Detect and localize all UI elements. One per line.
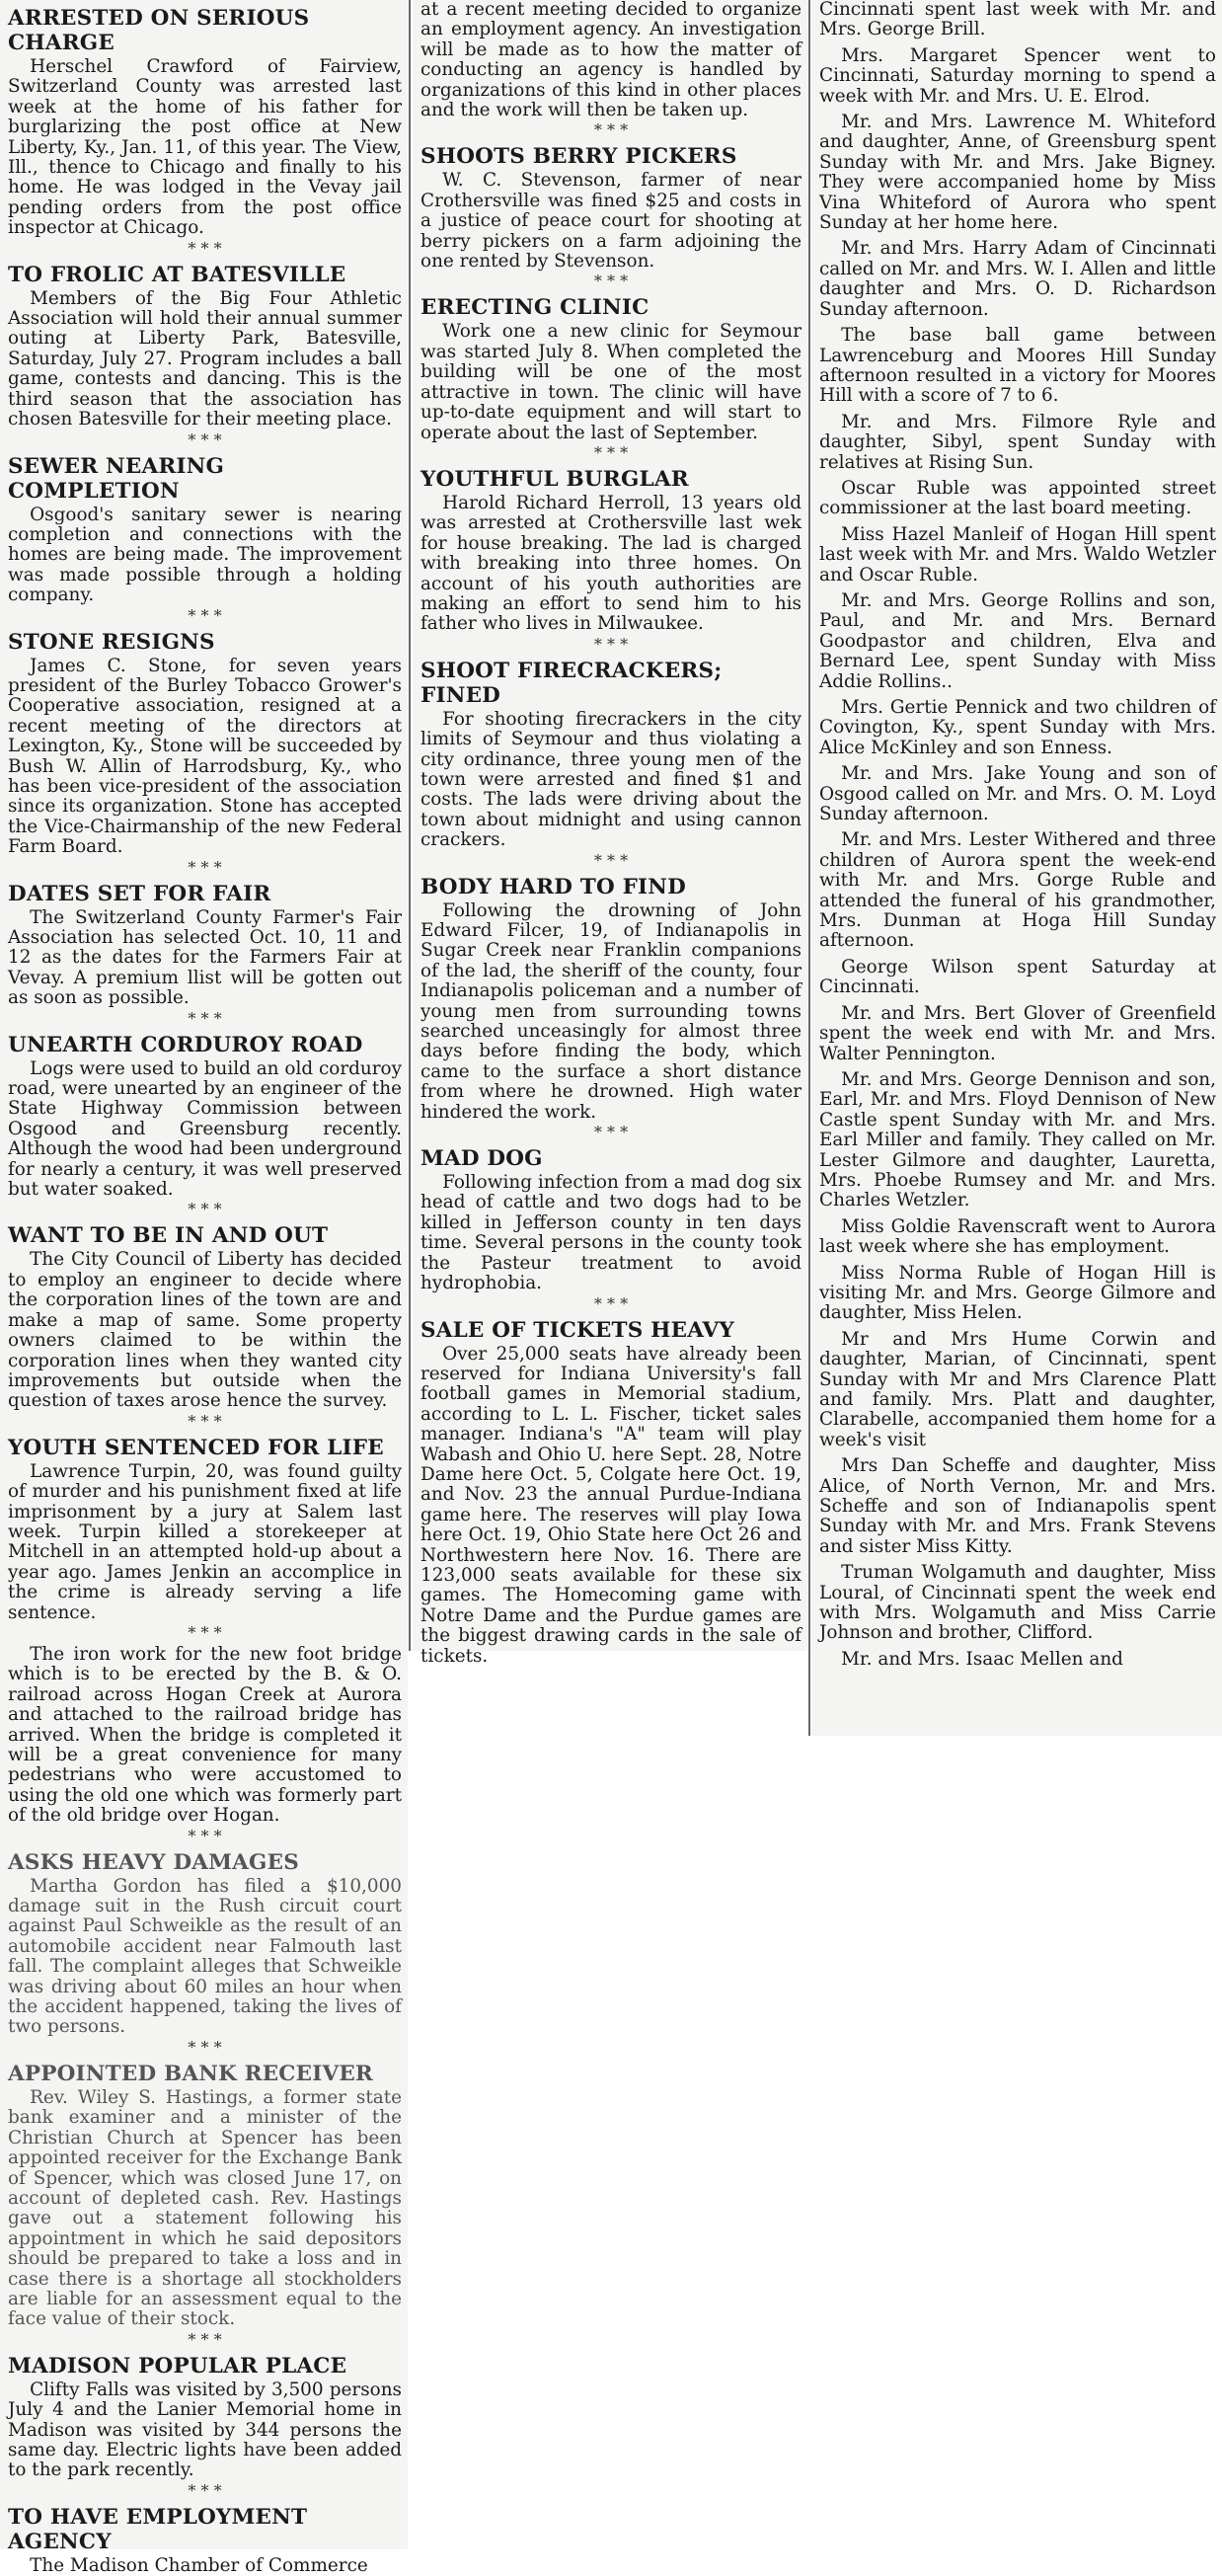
article-paragraph: Lawrence Turpin, 20, was found guilty of murder and his punishment fixed at life imprisonment by a jury at Salem last week. Turpin killed a storekeeper at Mitchell in an attempted hold-up about a year ago. James Jenkin an accomplice in the crime is already serving a life sentence.	[8, 1460, 402, 1623]
separator-stars: * * *	[593, 850, 629, 870]
separator-stars: * * *	[188, 605, 222, 625]
separator-stars: * * *	[188, 1411, 222, 1431]
article-headline: APPOINTED BANK RECEIVER	[8, 2061, 373, 2086]
article-headline: ERECTING CLINIC	[420, 295, 649, 321]
article-paragraph: Osgood's sanitary sewer is nearing completion and connections with the homes are being made. The improvement was made possible through a holding company.	[8, 504, 402, 606]
article-paragraph: Martha Gordon has filed a $10,000 damage suit in the Rush circuit court against Paul Schweikle as the result of an automobile accident near Falmouth last fall. The complaint alleges that Schweikle was driving about 60 miles an hour when the accident happened, taking the lives of two persons.	[8, 1875, 402, 2038]
separator-stars: * * *	[593, 272, 629, 291]
local-note: Mr. and Mrs. Isaac Mellen and	[841, 1648, 1123, 1670]
separator-stars: * * *	[188, 1826, 222, 1845]
local-note: Mr and Mrs Hume Corwin and daughter, Marian, of Cincinnati, spent Sunday with Mr and Mrs Clarence Platt and family. Mrs. Platt and daughter, Clarabelle, accompanied them home for a week's visit	[819, 1328, 1216, 1450]
article-headline: SEWER NEARING COMPLETION	[8, 453, 225, 504]
article-headline: MAD DOG	[420, 1146, 543, 1172]
article-headline: SHOOTS BERRY PICKERS	[420, 144, 737, 170]
article	[0, 454, 408, 624]
article-paragraph: The iron work for the new foot bridge which is to be erected by the B. & O. railroad across Hogan Creek at Aurora and attached to the railroad bridge has arrived. When the bridge is completed it will be a great convenience for many pedestrians who were accustomed to using the old one which was formerly part of the old bridge over Hogan.	[8, 1643, 402, 1827]
separator-stars: * * *	[188, 429, 222, 449]
article-headline: MADISON POPULAR PLACE	[8, 2353, 347, 2379]
article	[0, 1223, 408, 1429]
column-3	[811, 0, 1222, 1736]
local-note: Mr. and Mrs. Lester Withered and three children of Aurora spent the week-end with Mr. and Mrs. Gorge Ruble and attended the funeral of his grandmother, Mrs. Dunman at Hoga Hill Sunday afternoon.	[819, 829, 1216, 952]
local-note: Mr. and Mrs. Lawrence M. Whiteford and daughter, Anne, of Greensburg spent Sunday with Mr. and Mrs. Jake Bigney. They were accompanied home by Miss Vina Whiteford of Aurora who spent Sunday at her home here.	[819, 112, 1216, 234]
column-2	[413, 0, 807, 1667]
article-paragraph: W. C. Stevenson, farmer of near Crothersville was fined $25 and costs in a justice of peace court for shooting at berry pickers on a farm adjoining the one rented by Stevenson.	[420, 170, 802, 273]
column-rule-1	[409, 0, 411, 1651]
article	[0, 1850, 408, 2056]
article-paragraph: The Switzerland County Farmer's Fair Association has selected Oct. 10, 11 and 12 as the dates for the Farmers Fair at Vevay. A premium llist will be gotten out as soon as possible.	[8, 906, 402, 1009]
article	[0, 2354, 408, 2499]
local-note: George Wilson spent Saturday at Cincinnati.	[819, 956, 1216, 998]
local-note: Mr. and Mrs. Jake Young and son of Osgood called on Mr. and Mrs. O. M. Loyd Sunday afternoon.	[819, 763, 1216, 825]
article-headline: BODY HARD TO FIND	[420, 874, 687, 899]
article	[0, 1436, 408, 1641]
separator-stars: * * *	[188, 2480, 222, 2500]
article-headline: STONE RESIGNS	[8, 629, 215, 655]
column-1	[0, 0, 408, 2576]
separator-stars: * * *	[188, 2329, 222, 2349]
local-note: Mr. and Mrs. Filmore Ryle and daughter, Sibyl, spent Sunday with relatives at Rising Sun.	[819, 411, 1216, 473]
local-note: Mrs. Margaret Spencer went to Cincinnati, Saturday morning to spend a week with Mr. and Mrs. U. E. Elrod.	[819, 44, 1216, 107]
article-headline: DATES SET FOR FAIR	[8, 881, 271, 906]
local-note: The base ball game between Lawrenceburg and Moores Hill Sunday afternoon resulted in a victory for Moores Hill with a score of 7 to 6.	[819, 325, 1216, 407]
article-headline: TO FROLIC AT BATESVILLE	[8, 262, 346, 287]
local-note: Miss Hazel Manleif of Hogan Hill spent last week with Mr. and Mrs. Waldo Wetzler and Oscar Ruble.	[819, 523, 1216, 585]
article-paragraph: The Madison Chamber of Commerce	[30, 2554, 368, 2576]
article-headline: TO HAVE EMPLOYMENT AGENCY	[8, 2504, 308, 2554]
local-note: Miss Norma Ruble of Hogan Hill is visiting Mr. and Mrs. George Gilmore and daughter, Miss Helen.	[819, 1262, 1216, 1324]
article	[0, 2505, 408, 2576]
article	[413, 0, 807, 138]
local-note: Mr. and Mrs. George Dennison and son, Earl, Mr. and Mrs. Floyd Dennison of New Castle spent Sunday with Mr. and Mrs. Earl Miller and family. They called on Mr. Lester Gilmore and daughter, Lauretta, Mrs. Phoebe Rumsey and Mr. and Mrs. Charles Wetzler.	[819, 1068, 1216, 1211]
article-headline: YOUTH SENTENCED FOR LIFE	[8, 1435, 384, 1460]
separator-stars: * * *	[188, 2037, 222, 2057]
article-paragraph: Clifty Falls was visited by 3,500 persons July 4 and the Lanier Memorial home in Madison was visited by 344 persons the same day. Electric lights have been added to the park recently.	[8, 2379, 402, 2481]
column-rule-2	[808, 0, 810, 1736]
separator-stars: * * *	[593, 442, 629, 462]
article-headline: YOUTHFUL BURGLAR	[420, 466, 689, 492]
article-headline: WANT TO BE IN AND OUT	[8, 1223, 329, 1249]
article	[413, 875, 807, 1140]
article	[0, 6, 408, 257]
separator-stars: * * *	[593, 634, 629, 654]
article	[413, 295, 807, 460]
local-note: Mr. and Mrs. George Rollins and son, Paul, and Mr. and Mrs. Bernard Goodpastor and children, Elva and Bernard Lee, spent Sunday with Miss Addie Rollins..	[819, 589, 1216, 692]
article	[0, 1033, 408, 1218]
article	[0, 630, 408, 876]
article	[0, 882, 408, 1027]
separator-stars: * * *	[188, 1008, 222, 1028]
local-note: Mr. and Mrs. Harry Adam of Cincinnati called on Mr. and Mrs. W. I. Allen and little daughter and Mrs. O. D. Richardson Sunday afternoon.	[819, 238, 1216, 320]
local-notes	[811, 0, 1222, 1670]
separator-stars: * * *	[188, 857, 222, 877]
article	[413, 1146, 807, 1311]
article	[413, 144, 807, 289]
article	[0, 1645, 408, 1844]
article-headline: SALE OF TICKETS HEAVY	[420, 1317, 734, 1343]
article	[0, 263, 408, 448]
separator-stars: * * *	[593, 120, 629, 140]
article-paragraph: James C. Stone, for seven years president of the Burley Tobacco Grower's Cooperative association, resigned at a recent meeting of the directors at Lexington, Ky., Stone will be succeeded by Bush W. Allin of Harrodsburg, Ky., who has been vice-president of the association since its organization. Stone has accepted the Vice-Chairmanship of the new Federal Farm Board.	[8, 655, 402, 858]
article-paragraph: Logs were used to build an old corduroy road, were unearted by an engineer of the State Highway Commission between Osgood and Greensburg recently. Although the wood had been underground for nearly a century, it was well preserved but water soaked.	[8, 1057, 402, 1201]
local-note: Miss Goldie Ravenscraft went to Aurora last week where she has employment.	[819, 1215, 1216, 1258]
article-paragraph: For shooting firecrackers in the city limits of Seymour and thus violating a city ordinance, three young men of the town were arrested and fined $1 and costs. The lads were driving about the town about midnight and using cannon crackers.	[420, 708, 802, 851]
article-paragraph: Rev. Wiley S. Hastings, a former state bank examiner and a minister of the Christian Church at Spencer has been appointed receiver for the Exchange Bank of Spencer, which was closed June 17, on account of depleted cash. Rev. Hastings gave out a statement following his appointment in which he said depositors should be prepared to take a loss and in case there is a shortage all stockholders are liable for an assessment equal to the face value of their stock.	[8, 2086, 402, 2330]
separator-stars: * * *	[593, 1293, 629, 1313]
article-headline: SHOOT FIRECRACKERS; FINED	[420, 658, 723, 708]
local-note: Mrs. Gertie Pennick and two children of Covington, Ky., spent Sunday with Mrs. Alice McKinley and son Enness.	[819, 697, 1216, 758]
article-headline: UNEARTH CORDUROY ROAD	[8, 1032, 363, 1057]
article-headline: ASKS HEAVY DAMAGES	[8, 1849, 299, 1875]
article-paragraph: Following infection from a mad dog six head of cattle and two dogs had to be killed in Jefferson county in ten days time. Several persons in the county took the Pasteur treatment to avoid hydrophobia.	[420, 1172, 802, 1294]
article-paragraph: The City Council of Liberty has decided to employ an engineer to decide where the corporation lines of the town are and make a map of same. Some property owners claimed to be within the corporation lines when they wanted city improvements but outside when the question of taxes arose hence the survey.	[8, 1249, 402, 1412]
local-note: Oscar Ruble was appointed street commissioner at the last board meeting.	[819, 477, 1216, 519]
separator-stars: * * *	[593, 1123, 629, 1142]
separator-stars: * * *	[188, 238, 222, 258]
separator-stars: * * *	[188, 1622, 222, 1642]
separator-stars: * * *	[188, 1200, 222, 1219]
article-headline: ARRESTED ON SERIOUS CHARGE	[8, 6, 310, 55]
article-paragraph: Following the drowning of John Edward Filcer, 19, of Indianapolis in Sugar Creek near Franklin companions of the lad, the sheriff of the county, four Indianapolis policeman and a number of young men from surrounding towns searched unceasingly for almost three days before finding the body, which came to the surface a short distance from where he drowned. High water hindered the work.	[420, 899, 802, 1123]
article	[413, 659, 807, 869]
local-note: Cincinnati spent last week with Mr. and Mrs. George Brill.	[819, 0, 1216, 40]
article-paragraph: Work one a new clinic for Seymour was started July 8. When completed the building will be one of the most attractive in town. The clinic will have up-to-date equipment and will start to operate about the last of September.	[420, 321, 802, 443]
article	[0, 2062, 408, 2348]
article-paragraph: at a recent meeting decided to organize an employment agency. An investigation will be made as to how the matter of conducting an agency is handled by organizations of this kind in other places and the work will then be taken up.	[420, 0, 802, 121]
article-paragraph: Over 25,000 seats have already been reserved for Indiana University's fall football games in Memorial stadium, according to L. L. Fischer, ticket sales manager. Indiana's "A" team will play Wabash and Ohio U. here Sept. 28, Notre Dame here Oct. 5, Colgate here Oct. 19, and Nov. 23 the annual Purdue-Indiana game here. The reserves will play Iowa here Oct. 19, Ohio State here Oct 26 and Northwestern here Nov. 16. There are 123,000 seats available for these six games. The Homecoming game with Notre Dame and the Purdue games are the biggest drawing cards in the sale of tickets.	[420, 1343, 802, 1667]
article-paragraph: Harold Richard Herroll, 13 years old was arrested at Crothersville last wek for house breaking. The lad is charged with breaking into three homes. On account of his youth authorities are making an effort to send him to his father who lives in Milwaukee.	[420, 492, 802, 635]
article-paragraph: Herschel Crawford of Fairview, Switzerland County was arrested last week at the home of his father for burglarizing the post office at New Liberty, Ky., Jan. 11, of this year. The View, Ill., thence to Chicago and finally to his home. He was lodged in the Vevay jail pending orders from the post office inspector at Chicago.	[8, 56, 402, 239]
article-paragraph: Members of the Big Four Athletic Association will hold their annual summer outing at Liberty Park, Batesville, Saturday, July 27. Program includes a ball game, contests and dancing. This is the third season that the association has chosen Batesville for their meeting place.	[8, 287, 402, 430]
article	[413, 1318, 807, 1668]
local-note: Truman Wolgamuth and daughter, Miss Loural, of Cincinnati spent the week end with Mrs. Wolgamuth and Miss Carrie Johnson and brother, Clifford.	[819, 1562, 1216, 1644]
local-note: Mrs Dan Scheffe and daughter, Miss Alice, of North Vernon, Mr. and Mrs. Scheffe and son of Indianapolis spent Sunday with Mr. and Mrs. Frank Stevens and sister Miss Kitty.	[819, 1455, 1216, 1557]
article	[413, 467, 807, 653]
local-note: Mr. and Mrs. Bert Glover of Greenfield spent the week end with Mr. and Mrs. Walter Pennington.	[819, 1002, 1216, 1064]
